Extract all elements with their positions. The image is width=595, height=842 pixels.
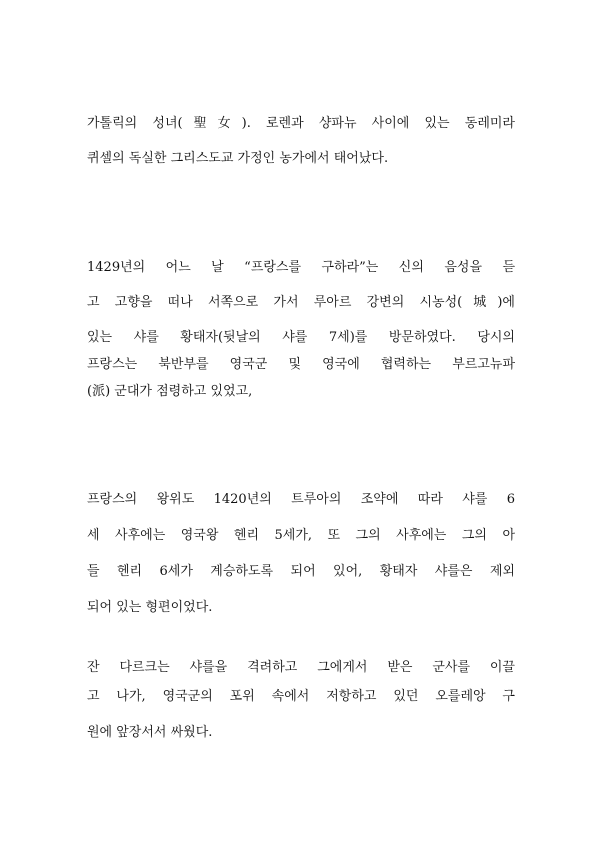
text-line: 프랑스는 북반부를 영국군 및 영국에 협력하는 부르고뉴파 (87, 357, 515, 372)
text-line: 되어 있는 형편이었다. (87, 600, 213, 615)
text-line: 잔 다르크는 샤를을 격려하고 그에게서 받은 군사를 이끌 (87, 660, 515, 675)
text-line: 퀴셀의 독실한 그리스도교 가정인 농가에서 태어났다. (87, 151, 389, 166)
text-line: 원에 앞장서서 싸웠다. (87, 725, 213, 740)
text-line: 세 사후에는 영국왕 헨리 5세가, 또 그의 사후에는 그의 아 (87, 528, 515, 543)
text-line: 고 나가, 영국군의 포위 속에서 저항하고 있던 오를레앙 구 (87, 689, 515, 704)
text-line: 가톨릭의 성녀(聖女). 로렌과 샹파뉴 사이에 있는 동레미라 (87, 116, 515, 131)
text-line: 프랑스의 왕위도 1420년의 트루아의 조약에 따라 샤를 6 (87, 492, 515, 507)
text-line: (派) 군대가 점령하고 있었고, (87, 384, 253, 399)
text-line: 들 헨리 6세가 계승하도록 되어 있어, 황태자 샤를은 제외 (87, 564, 515, 579)
text-line: 1429년의 어느 날 “프랑스를 구하라”는 신의 음성을 듣 (87, 260, 515, 275)
text-line: 있는 샤를 황태자(뒷날의 샤를 7세)를 방문하였다. 당시의 (87, 330, 515, 345)
text-line: 고 고향을 떠나 서쪽으로 가서 루아르 강변의 시농성(城)에 (87, 295, 515, 310)
